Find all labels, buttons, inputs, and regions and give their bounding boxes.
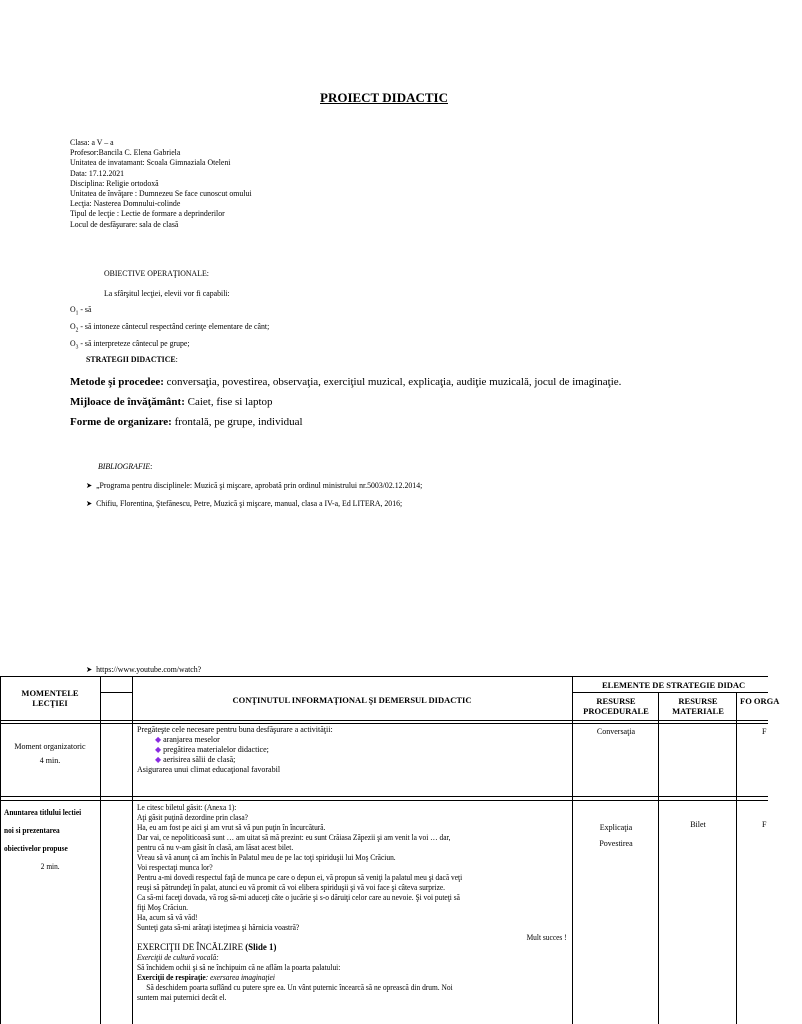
- objectives-heading: OBIECTIVE OPERAŢIONALE:: [104, 268, 209, 278]
- moment-label: Moment organizatoric: [14, 742, 86, 751]
- arrow-bullet-icon: ➤: [86, 481, 93, 490]
- means-line: Mijloace de învăţământ: Caiet, fise si laptop: [70, 396, 273, 408]
- bibliography-heading: BIBLIOGRAFIE:: [98, 461, 153, 471]
- list-item: ◆ pregătirea materialelor didactice;: [155, 745, 269, 754]
- info-line: Unitatea de invatamant: Scoala Gimnaziala Oteleni: [70, 157, 231, 168]
- closing-line: Mult succes !: [526, 933, 567, 942]
- objective-3: $O_3$ - să interpreteze cântecul pe grupe;: [70, 338, 190, 351]
- info-line: Locul de desfăşurare: sala de clasă: [70, 218, 179, 229]
- content-line: Ca să-mi faceţi dovada, vă rog să-mi aduceţi câte o jucărie şi s-o dăruiţi celor care au nevoie. Şi voi puteţi să: [137, 893, 460, 902]
- header-resurse-procedurale: RESURSE PROCEDURALE: [583, 696, 649, 716]
- content-line: Aţi găsit puţină dezordine prin clasa?: [137, 813, 248, 822]
- content-line: reuşi să pătrundeţi în palat, atunci eu vă promit că voi elibera spiriduşii şi vă voi face şi câteva surprize.: [137, 883, 446, 892]
- table-border: [658, 692, 659, 1024]
- content-line: Voi respectaţi munca lor?: [137, 863, 213, 872]
- table-border: [0, 720, 768, 721]
- moment-time: 2 min.: [40, 862, 60, 871]
- content-line: Dar vai, ce nepoliticoasă sunt … am uitat să mă prezint: eu sunt Crăiasa Zăpezii şi am venit la voi … dar,: [137, 833, 451, 842]
- table-border: [0, 723, 768, 724]
- bullet-icon: ◆: [155, 735, 162, 744]
- header-elemente-strategie: ELEMENTE DE STRATEGIE DIDAC: [602, 680, 746, 690]
- arrow-bullet-icon: ➤: [86, 665, 93, 674]
- header-continut: CONŢINUTUL INFORMAŢIONAL ŞI DEMERSUL DIDACTIC: [232, 695, 472, 705]
- info-line: Unitatea de învăţare : Dumnezeu Se face cunoscut omului: [70, 188, 252, 199]
- content-line: pentru că nu v-am găsit în clasă, am lăsat acest bilet.: [137, 843, 294, 852]
- info-line: Lecţia: Nasterea Domnului-colinde: [70, 198, 181, 209]
- bibliography-item: ➤ Chifiu, Florentina, Ştefănescu, Petre, Muzică şi mişcare, manual, clasa a IV-a, Ed LITERA, 2016;: [86, 498, 403, 508]
- content-line: Exerciţii de cultură vocală:: [137, 953, 219, 962]
- proc-item: Povestirea: [599, 839, 633, 848]
- table-border: [736, 692, 737, 1024]
- bullet-icon: ◆: [155, 745, 162, 754]
- row2-content: [137, 803, 567, 1003]
- bullet-icon: ◆: [155, 755, 162, 764]
- table-border: [572, 676, 573, 1024]
- table-border: [132, 676, 133, 1024]
- objective-2: $O_2$ - să intoneze cântecul respectând cerinţe elementare de cânt;: [70, 321, 270, 334]
- info-line: Clasa: a V – a: [70, 137, 114, 147]
- table-border: [0, 796, 768, 797]
- lesson-info: [70, 137, 252, 229]
- lesson-table: [0, 676, 780, 1024]
- moment-label: Anuntarea titlului lectiei noi si prezentarea obiectivelor propuse: [4, 808, 82, 853]
- table-border: [0, 676, 1, 1024]
- list-item: ◆ aranjarea meselor: [155, 735, 220, 744]
- row2-material: Bilet: [690, 820, 706, 829]
- row1-forme: F: [762, 727, 767, 736]
- table-border: [572, 692, 768, 693]
- content-line: Vreau să vă anunţ că am închis în Palatul meu de pe lac toţi spiriduşii lui Moş Crăciun.: [137, 853, 396, 862]
- arrow-bullet-icon: ➤: [86, 499, 93, 508]
- row2-forme: F: [762, 820, 767, 829]
- header-resurse-materiale: RESURSE MATERIALE: [672, 696, 724, 716]
- row2-procedural: [574, 820, 658, 852]
- content-line: Le citesc biletul găsit: (Anexa 1):: [137, 803, 237, 812]
- content-line: Pregăteşte cele necesare pentru buna desfăşurare a activităţii:: [137, 725, 333, 734]
- info-line: Profesor:Bancila C. Elena Gabriela: [70, 147, 181, 158]
- bibliography-item: ➤ „Programa pentru disciplinele: Muzică şi mişcare, aprobată prin ordinul ministrului nr.5003/02.12.2014;: [86, 480, 423, 490]
- moment-anuntarea: [4, 804, 92, 876]
- info-line: Disciplina: Religie ortodoxă: [70, 177, 159, 188]
- methods-line: Metode şi procedee: conversaţia, povestirea, observaţia, exerciţiul muzical, explicaţia, audiţie muzicală, jocul de imaginaţie.: [70, 376, 622, 388]
- table-border: [100, 692, 132, 693]
- content-line: Să închidem ochii şi să ne închipuim că ne aflăm la poarta palatului:: [137, 963, 341, 972]
- proc-item: Explicaţia: [599, 823, 633, 832]
- header-forme: FO ORGA: [740, 696, 780, 706]
- info-line: Data: 17.12.2021: [70, 167, 125, 178]
- header-momentele: MOMENTELE LECŢIEI: [21, 688, 79, 708]
- list-item: ◆ aerisirea sălii de clasă;: [155, 755, 236, 764]
- strategies-heading: STRATEGII DIDACTICE:: [86, 354, 178, 364]
- page-title: PROIECT DIDACTIC: [320, 90, 448, 105]
- moment-organizatoric: [4, 740, 96, 768]
- bibliography-item: ➤ https://www.youtube.com/watch?: [86, 664, 202, 674]
- row1-content: [137, 725, 569, 775]
- content-line: fiţi Moş Crăciun.: [137, 903, 189, 912]
- moment-time: 4 min.: [39, 756, 61, 765]
- content-line: suntem mai puternici decât el.: [137, 993, 227, 1002]
- info-line: Tipul de lecţie : Lectie de formare a deprinderilor: [70, 208, 225, 219]
- content-line: Exerciţii de respiraţie: exersarea imaginaţiei: [137, 973, 275, 982]
- table-border: [0, 800, 768, 801]
- forms-line: Forme de organizare: frontală, pe grupe, individual: [70, 416, 303, 428]
- content-line: Asigurarea unui climat educaţional favorabil: [137, 765, 281, 774]
- objectives-intro: La sfârşitul lecţiei, elevii vor fi capabili:: [104, 288, 230, 298]
- content-line: Ha, eu am fost pe aici şi am vrut să vă pun puţin în încurcătură.: [137, 823, 326, 832]
- content-line: Sunteţi gata să-mi arătaţi isteţimea şi hărnicia voastră?: [137, 923, 300, 932]
- content-line: Ha, acum să vă văd!: [137, 913, 198, 922]
- exercise-heading: EXERCIŢII DE ÎNCĂLZIRE (Slide 1): [137, 943, 277, 953]
- row1-procedural: Conversaţia: [596, 727, 636, 736]
- table-border: [0, 676, 768, 677]
- objective-1: $O_1$ - să: [70, 304, 92, 317]
- content-line: Să deschidem poarta suflând cu putere spre ea. Un vânt puternic încearcă să ne oprească din drum. Noi: [146, 983, 453, 992]
- table-border: [100, 676, 101, 1024]
- content-line: Pentru a-mi dovedi respectul faţă de munca pe care o depun ei, vă propun să veniţi la palatul meu şi dacă veţi: [137, 873, 463, 882]
